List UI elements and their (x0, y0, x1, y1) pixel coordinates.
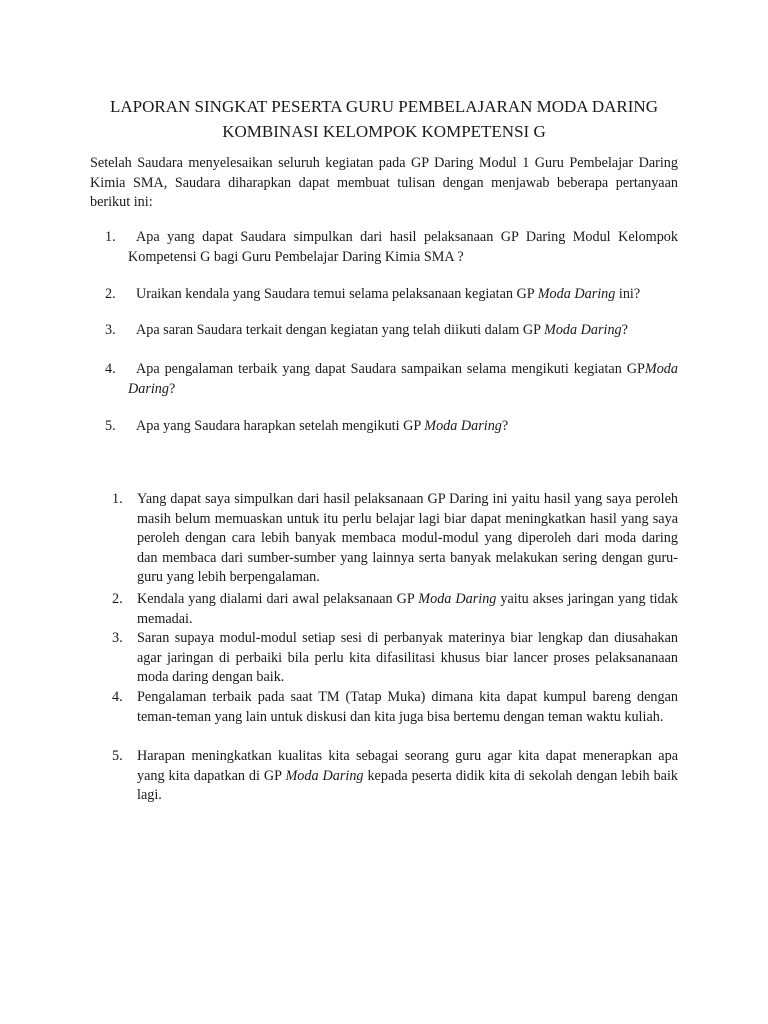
question-text (128, 285, 678, 305)
answer-4 (112, 688, 678, 727)
answer-number: 2. (112, 591, 123, 607)
answer-text-part: Harapan meningkatkan kualitas kita sebagai seorang guru agar kita dapat menerapkan apa yang kita dapatkan di GP (137, 748, 678, 784)
question-emphasis: Moda Daring (424, 418, 502, 434)
question-number: 1. (105, 229, 116, 245)
question-number: 5. (105, 418, 116, 434)
answer-5 (112, 747, 678, 806)
question-emphasis: Moda Daring (537, 286, 616, 302)
answer-2 (112, 590, 678, 629)
document-title (60, 94, 708, 144)
answer-text (137, 590, 678, 629)
question-text (128, 321, 678, 341)
question-text-part: ? (501, 418, 509, 434)
answer-text (137, 747, 678, 806)
answer-1 (112, 490, 678, 588)
question-text-part: Apa saran Saudara terkait dengan kegiatan yang telah diikuti dalam GP (136, 322, 545, 338)
question-emphasis: Moda Daring (128, 361, 678, 397)
title-line-1: LAPORAN SINGKAT PESERTA GURU PEMBELAJARAN MODA DARING (110, 97, 658, 116)
answer-number: 5. (112, 748, 123, 764)
question-2 (105, 285, 678, 305)
question-text-part: ini? (615, 286, 641, 302)
question-text-part: Apa yang Saudara harapkan setelah mengikuti GP (136, 418, 425, 434)
answer-text: Yang dapat saya simpulkan dari hasil pelaksanaan GP Daring ini yaitu hasil yang saya peroleh masih belum memuaskan untuk itu perlu belajar lagi biar dapat meningkatkan hasil yang saya peroleh dengan cara lebih banyak membaca modul-modul yang diperoleh dari moda daring dan membaca dari sumber-sumber yang lainnya serta banyak melakukan sering dengan guru-guru yang lebih berpengalaman. (137, 491, 678, 585)
answer-number: 3. (112, 630, 123, 646)
answer-text-part: yaitu akses jaringan yang tidak memadai. (137, 591, 678, 627)
question-text-part: ? (621, 322, 628, 338)
question-text (128, 417, 678, 437)
question-text-part: Uraikan kendala yang Saudara temui selama pelaksanaan kegiatan GP (136, 286, 538, 302)
question-text-part: Apa pengalaman terbaik yang dapat Saudara sampaikan selama mengikuti kegiatan GP (136, 361, 645, 377)
question-1 (105, 228, 678, 267)
question-number: 3. (105, 322, 116, 338)
question-5 (105, 417, 678, 437)
intro-paragraph: Setelah Saudara menyelesaikan seluruh kegiatan pada GP Daring Modul 1 Guru Pembelajar Daring Kimia SMA, Saudara diharapkan dapat membuat tulisan dengan menjawab beberapa pertanyaan berikut ini: (90, 155, 678, 210)
title-line-2: KOMBINASI KELOMPOK KOMPETENSI G (222, 122, 546, 141)
question-4 (105, 360, 678, 399)
answer-emphasis: Moda Daring (285, 767, 364, 784)
answer-number: 4. (112, 689, 123, 705)
answer-text-part: kepada peserta didik kita di sekolah dengan lebih baik lagi. (137, 767, 678, 803)
question-number: 2. (105, 286, 116, 302)
question-3 (105, 321, 678, 341)
question-text: Apa yang dapat Saudara simpulkan dari hasil pelaksanaan GP Daring Modul Kelompok Kompetensi G bagi Guru Pembelajar Daring Kimia SMA ? (128, 229, 678, 265)
question-emphasis: Moda Daring (544, 322, 622, 338)
question-number: 4. (105, 361, 116, 377)
answer-text: Saran supaya modul-modul setiap sesi di perbanyak materinya biar lengkap dan diusahakan agar jaringan di perbaiki bila perlu kita difasilitasi khusus biar lancer proses pelaksananaan moda daring dengan baik. (137, 630, 678, 685)
answer-number: 1. (112, 491, 123, 507)
question-text-part: ? (169, 380, 176, 397)
answer-emphasis: Moda Daring (418, 591, 497, 607)
question-text (128, 360, 678, 399)
answer-3 (112, 629, 678, 688)
answer-text-part: Kendala yang dialami dari awal pelaksanaan GP (137, 591, 419, 607)
answer-text: Pengalaman terbaik pada saat TM (Tatap Muka) dimana kita dapat kumpul bareng dengan teman-teman yang lain untuk diskusi dan kita juga bisa bertemu dengan teman waktu kuliah. (137, 689, 678, 725)
